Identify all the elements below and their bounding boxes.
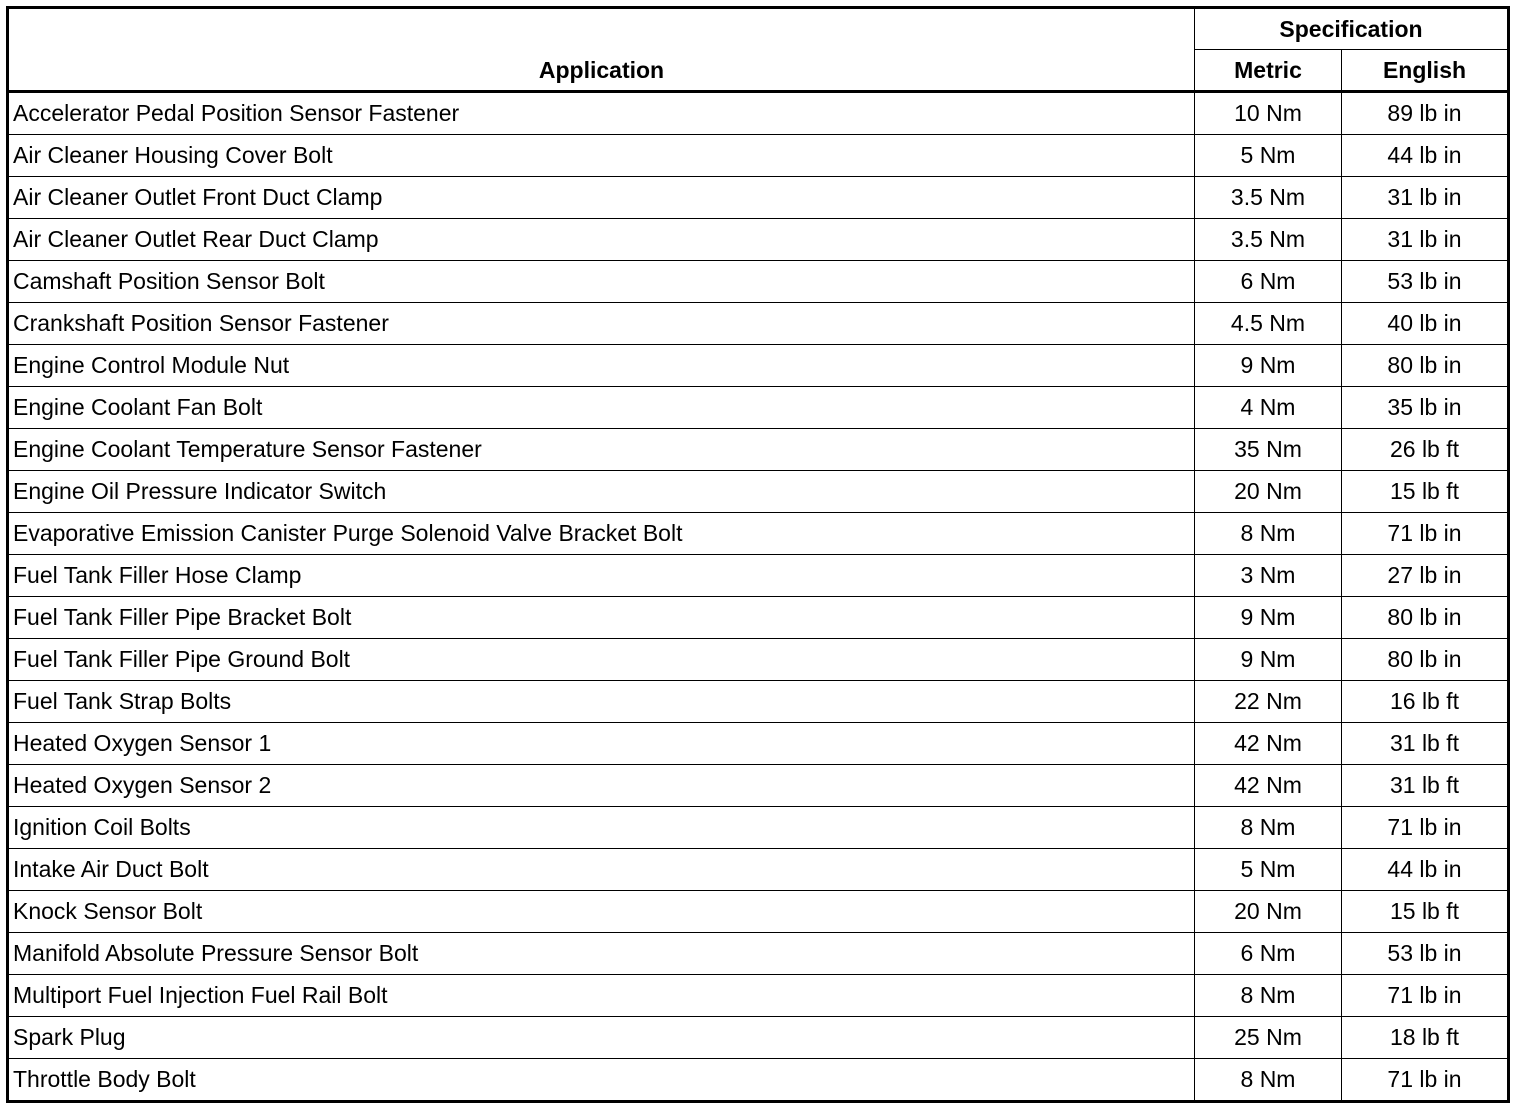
- table-row: [8, 387, 1509, 429]
- application-cell: Throttle Body Bolt: [8, 1059, 1195, 1102]
- metric-cell: 22 Nm: [1195, 681, 1342, 723]
- metric-cell: 10 Nm: [1195, 92, 1342, 135]
- application-cell: Air Cleaner Outlet Front Duct Clamp: [8, 177, 1195, 219]
- table-row: [8, 807, 1509, 849]
- table-row: [8, 765, 1509, 807]
- application-cell: Fuel Tank Filler Pipe Ground Bolt: [8, 639, 1195, 681]
- table-row: [8, 975, 1509, 1017]
- table-row: [8, 303, 1509, 345]
- table-row: [8, 849, 1509, 891]
- english-cell: 40 lb in: [1342, 303, 1509, 345]
- english-cell: 71 lb in: [1342, 807, 1509, 849]
- english-cell: 27 lb in: [1342, 555, 1509, 597]
- metric-cell: 25 Nm: [1195, 1017, 1342, 1059]
- specification-header: Specification: [1195, 8, 1509, 50]
- metric-cell: 4 Nm: [1195, 387, 1342, 429]
- metric-cell: 3.5 Nm: [1195, 219, 1342, 261]
- metric-cell: 6 Nm: [1195, 933, 1342, 975]
- metric-cell: 3 Nm: [1195, 555, 1342, 597]
- metric-cell: 3.5 Nm: [1195, 177, 1342, 219]
- header-row-top: [8, 8, 1509, 50]
- metric-cell: 8 Nm: [1195, 513, 1342, 555]
- table-row: [8, 1017, 1509, 1059]
- table-row: [8, 92, 1509, 135]
- application-cell: Ignition Coil Bolts: [8, 807, 1195, 849]
- metric-cell: 20 Nm: [1195, 471, 1342, 513]
- english-cell: 31 lb in: [1342, 219, 1509, 261]
- metric-cell: 5 Nm: [1195, 849, 1342, 891]
- metric-cell: 5 Nm: [1195, 135, 1342, 177]
- application-cell: Evaporative Emission Canister Purge Solenoid Valve Bracket Bolt: [8, 513, 1195, 555]
- english-cell: 80 lb in: [1342, 597, 1509, 639]
- table-row: [8, 471, 1509, 513]
- metric-cell: 35 Nm: [1195, 429, 1342, 471]
- english-cell: 31 lb ft: [1342, 723, 1509, 765]
- application-cell: Knock Sensor Bolt: [8, 891, 1195, 933]
- application-cell: Heated Oxygen Sensor 2: [8, 765, 1195, 807]
- application-cell: Air Cleaner Housing Cover Bolt: [8, 135, 1195, 177]
- metric-cell: 9 Nm: [1195, 345, 1342, 387]
- english-cell: 35 lb in: [1342, 387, 1509, 429]
- application-cell: Fuel Tank Filler Pipe Bracket Bolt: [8, 597, 1195, 639]
- table-row: [8, 639, 1509, 681]
- english-cell: 15 lb ft: [1342, 891, 1509, 933]
- table-row: [8, 933, 1509, 975]
- table-row: [8, 261, 1509, 303]
- application-header: Application: [8, 8, 1195, 92]
- table-row: [8, 891, 1509, 933]
- metric-cell: 42 Nm: [1195, 723, 1342, 765]
- application-cell: Engine Coolant Temperature Sensor Fastener: [8, 429, 1195, 471]
- table-row: [8, 177, 1509, 219]
- table-row: [8, 219, 1509, 261]
- english-cell: 71 lb in: [1342, 975, 1509, 1017]
- metric-cell: 8 Nm: [1195, 807, 1342, 849]
- table-row: [8, 135, 1509, 177]
- table-row: [8, 513, 1509, 555]
- application-cell: Engine Oil Pressure Indicator Switch: [8, 471, 1195, 513]
- application-cell: Camshaft Position Sensor Bolt: [8, 261, 1195, 303]
- english-cell: 18 lb ft: [1342, 1017, 1509, 1059]
- application-cell: Fuel Tank Filler Hose Clamp: [8, 555, 1195, 597]
- english-cell: 80 lb in: [1342, 345, 1509, 387]
- english-cell: 71 lb in: [1342, 1059, 1509, 1102]
- metric-cell: 8 Nm: [1195, 975, 1342, 1017]
- application-cell: Multiport Fuel Injection Fuel Rail Bolt: [8, 975, 1195, 1017]
- application-cell: Crankshaft Position Sensor Fastener: [8, 303, 1195, 345]
- english-header: English: [1342, 50, 1509, 92]
- metric-cell: 8 Nm: [1195, 1059, 1342, 1102]
- table-row: [8, 429, 1509, 471]
- english-cell: 44 lb in: [1342, 135, 1509, 177]
- table-row: [8, 345, 1509, 387]
- english-cell: 16 lb ft: [1342, 681, 1509, 723]
- english-cell: 31 lb in: [1342, 177, 1509, 219]
- application-cell: Air Cleaner Outlet Rear Duct Clamp: [8, 219, 1195, 261]
- metric-cell: 20 Nm: [1195, 891, 1342, 933]
- metric-cell: 9 Nm: [1195, 639, 1342, 681]
- table-row: [8, 555, 1509, 597]
- english-cell: 89 lb in: [1342, 92, 1509, 135]
- table-header: [8, 8, 1509, 92]
- application-cell: Intake Air Duct Bolt: [8, 849, 1195, 891]
- application-cell: Manifold Absolute Pressure Sensor Bolt: [8, 933, 1195, 975]
- metric-cell: 9 Nm: [1195, 597, 1342, 639]
- torque-specification-table: [6, 6, 1510, 1103]
- table-row: [8, 1059, 1509, 1102]
- application-cell: Heated Oxygen Sensor 1: [8, 723, 1195, 765]
- application-cell: Engine Control Module Nut: [8, 345, 1195, 387]
- table-row: [8, 597, 1509, 639]
- metric-header: Metric: [1195, 50, 1342, 92]
- table-row: [8, 681, 1509, 723]
- table-row: [8, 723, 1509, 765]
- english-cell: 71 lb in: [1342, 513, 1509, 555]
- english-cell: 26 lb ft: [1342, 429, 1509, 471]
- application-cell: Accelerator Pedal Position Sensor Fastener: [8, 92, 1195, 135]
- application-cell: Fuel Tank Strap Bolts: [8, 681, 1195, 723]
- english-cell: 15 lb ft: [1342, 471, 1509, 513]
- english-cell: 53 lb in: [1342, 933, 1509, 975]
- application-cell: Spark Plug: [8, 1017, 1195, 1059]
- english-cell: 44 lb in: [1342, 849, 1509, 891]
- english-cell: 80 lb in: [1342, 639, 1509, 681]
- english-cell: 53 lb in: [1342, 261, 1509, 303]
- english-cell: 31 lb ft: [1342, 765, 1509, 807]
- application-cell: Engine Coolant Fan Bolt: [8, 387, 1195, 429]
- metric-cell: 6 Nm: [1195, 261, 1342, 303]
- metric-cell: 4.5 Nm: [1195, 303, 1342, 345]
- table-body: [8, 92, 1509, 1102]
- metric-cell: 42 Nm: [1195, 765, 1342, 807]
